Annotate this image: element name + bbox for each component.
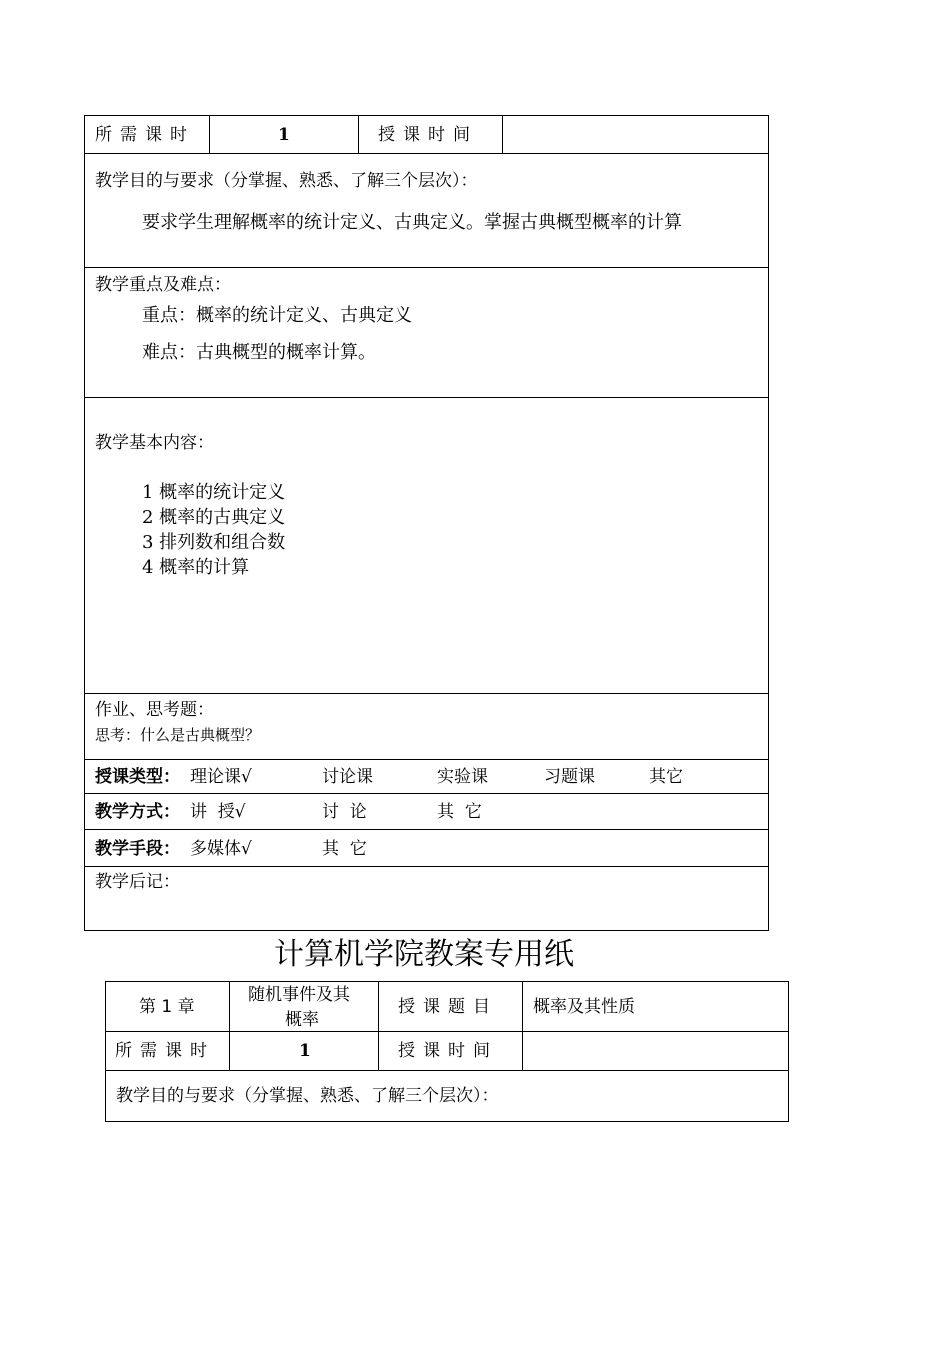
- hours-label: 所需课时: [95, 125, 195, 145]
- teaching-means-option: 多媒体√: [190, 839, 252, 859]
- course-type-option: 实验课: [437, 767, 488, 787]
- row-divider: [84, 793, 769, 794]
- hours-value: 1: [299, 1041, 311, 1061]
- time-label: 授课时间: [398, 1041, 498, 1061]
- difficulty-point: 难点：古典概型的概率计算。: [142, 342, 376, 363]
- course-type-option: 讨论课: [322, 767, 373, 787]
- course-type-label: 授课类型：: [95, 767, 180, 787]
- row-divider: [84, 829, 769, 830]
- content-item: 3 排列数和组合数: [142, 532, 286, 553]
- course-type-option: 理论课√: [190, 767, 252, 787]
- topic-label: 授课题目: [398, 997, 498, 1017]
- hours-value: 1: [278, 125, 290, 145]
- col-divider: [229, 981, 230, 1071]
- row-divider: [105, 1031, 789, 1032]
- teaching-method-label: 教学方式：: [95, 802, 180, 822]
- content-item: 2 概率的古典定义: [142, 507, 286, 528]
- postscript-title: 教学后记：: [95, 872, 180, 892]
- row-divider: [84, 693, 769, 694]
- row-divider: [84, 866, 769, 867]
- key-point: 重点：概率的统计定义、古典定义: [142, 305, 412, 326]
- col-divider: [502, 115, 503, 154]
- teaching-means-option: 其 它: [322, 839, 367, 859]
- col-divider: [209, 115, 210, 154]
- col-divider: [358, 115, 359, 154]
- content-item: 4 概率的计算: [142, 557, 250, 578]
- homework-body: 思考：什么是古典概型？: [95, 726, 261, 744]
- chapter-name: 概率: [285, 1010, 319, 1030]
- topic-value: 概率及其性质: [533, 997, 635, 1017]
- teaching-means-label: 教学手段：: [95, 839, 180, 859]
- page-title: 计算机学院教案专用纸: [274, 937, 574, 972]
- chapter-name: 随机事件及其: [248, 985, 350, 1005]
- col-divider: [378, 981, 379, 1071]
- course-type-option: 其它: [649, 767, 683, 787]
- chapter-number: 第 1 章: [139, 997, 195, 1017]
- homework-title: 作业、思考题：: [95, 700, 214, 720]
- row-divider: [105, 1070, 789, 1071]
- teaching-method-option: 其 它: [437, 802, 482, 822]
- content-item: 1 概率的统计定义: [142, 482, 286, 503]
- content-title: 教学基本内容：: [95, 433, 214, 453]
- col-divider: [522, 981, 523, 1071]
- course-type-option: 习题课: [544, 767, 595, 787]
- objectives-title: 教学目的与要求（分掌握、熟悉、了解三个层次）：: [116, 1086, 499, 1106]
- row-divider: [84, 759, 769, 760]
- row-divider: [84, 267, 769, 268]
- row-divider: [84, 397, 769, 398]
- objectives-body: 要求学生理解概率的统计定义、古典定义。掌握古典概型概率的计算: [142, 212, 682, 233]
- objectives-title: 教学目的与要求（分掌握、熟悉、了解三个层次）：: [95, 171, 478, 191]
- hours-label: 所需课时: [115, 1041, 215, 1061]
- teaching-method-option: 讨 论: [322, 802, 367, 822]
- focus-title: 教学重点及难点：: [95, 275, 231, 295]
- time-label: 授课时间: [378, 125, 478, 145]
- row-divider: [84, 153, 769, 154]
- teaching-method-option: 讲 授√: [190, 802, 246, 822]
